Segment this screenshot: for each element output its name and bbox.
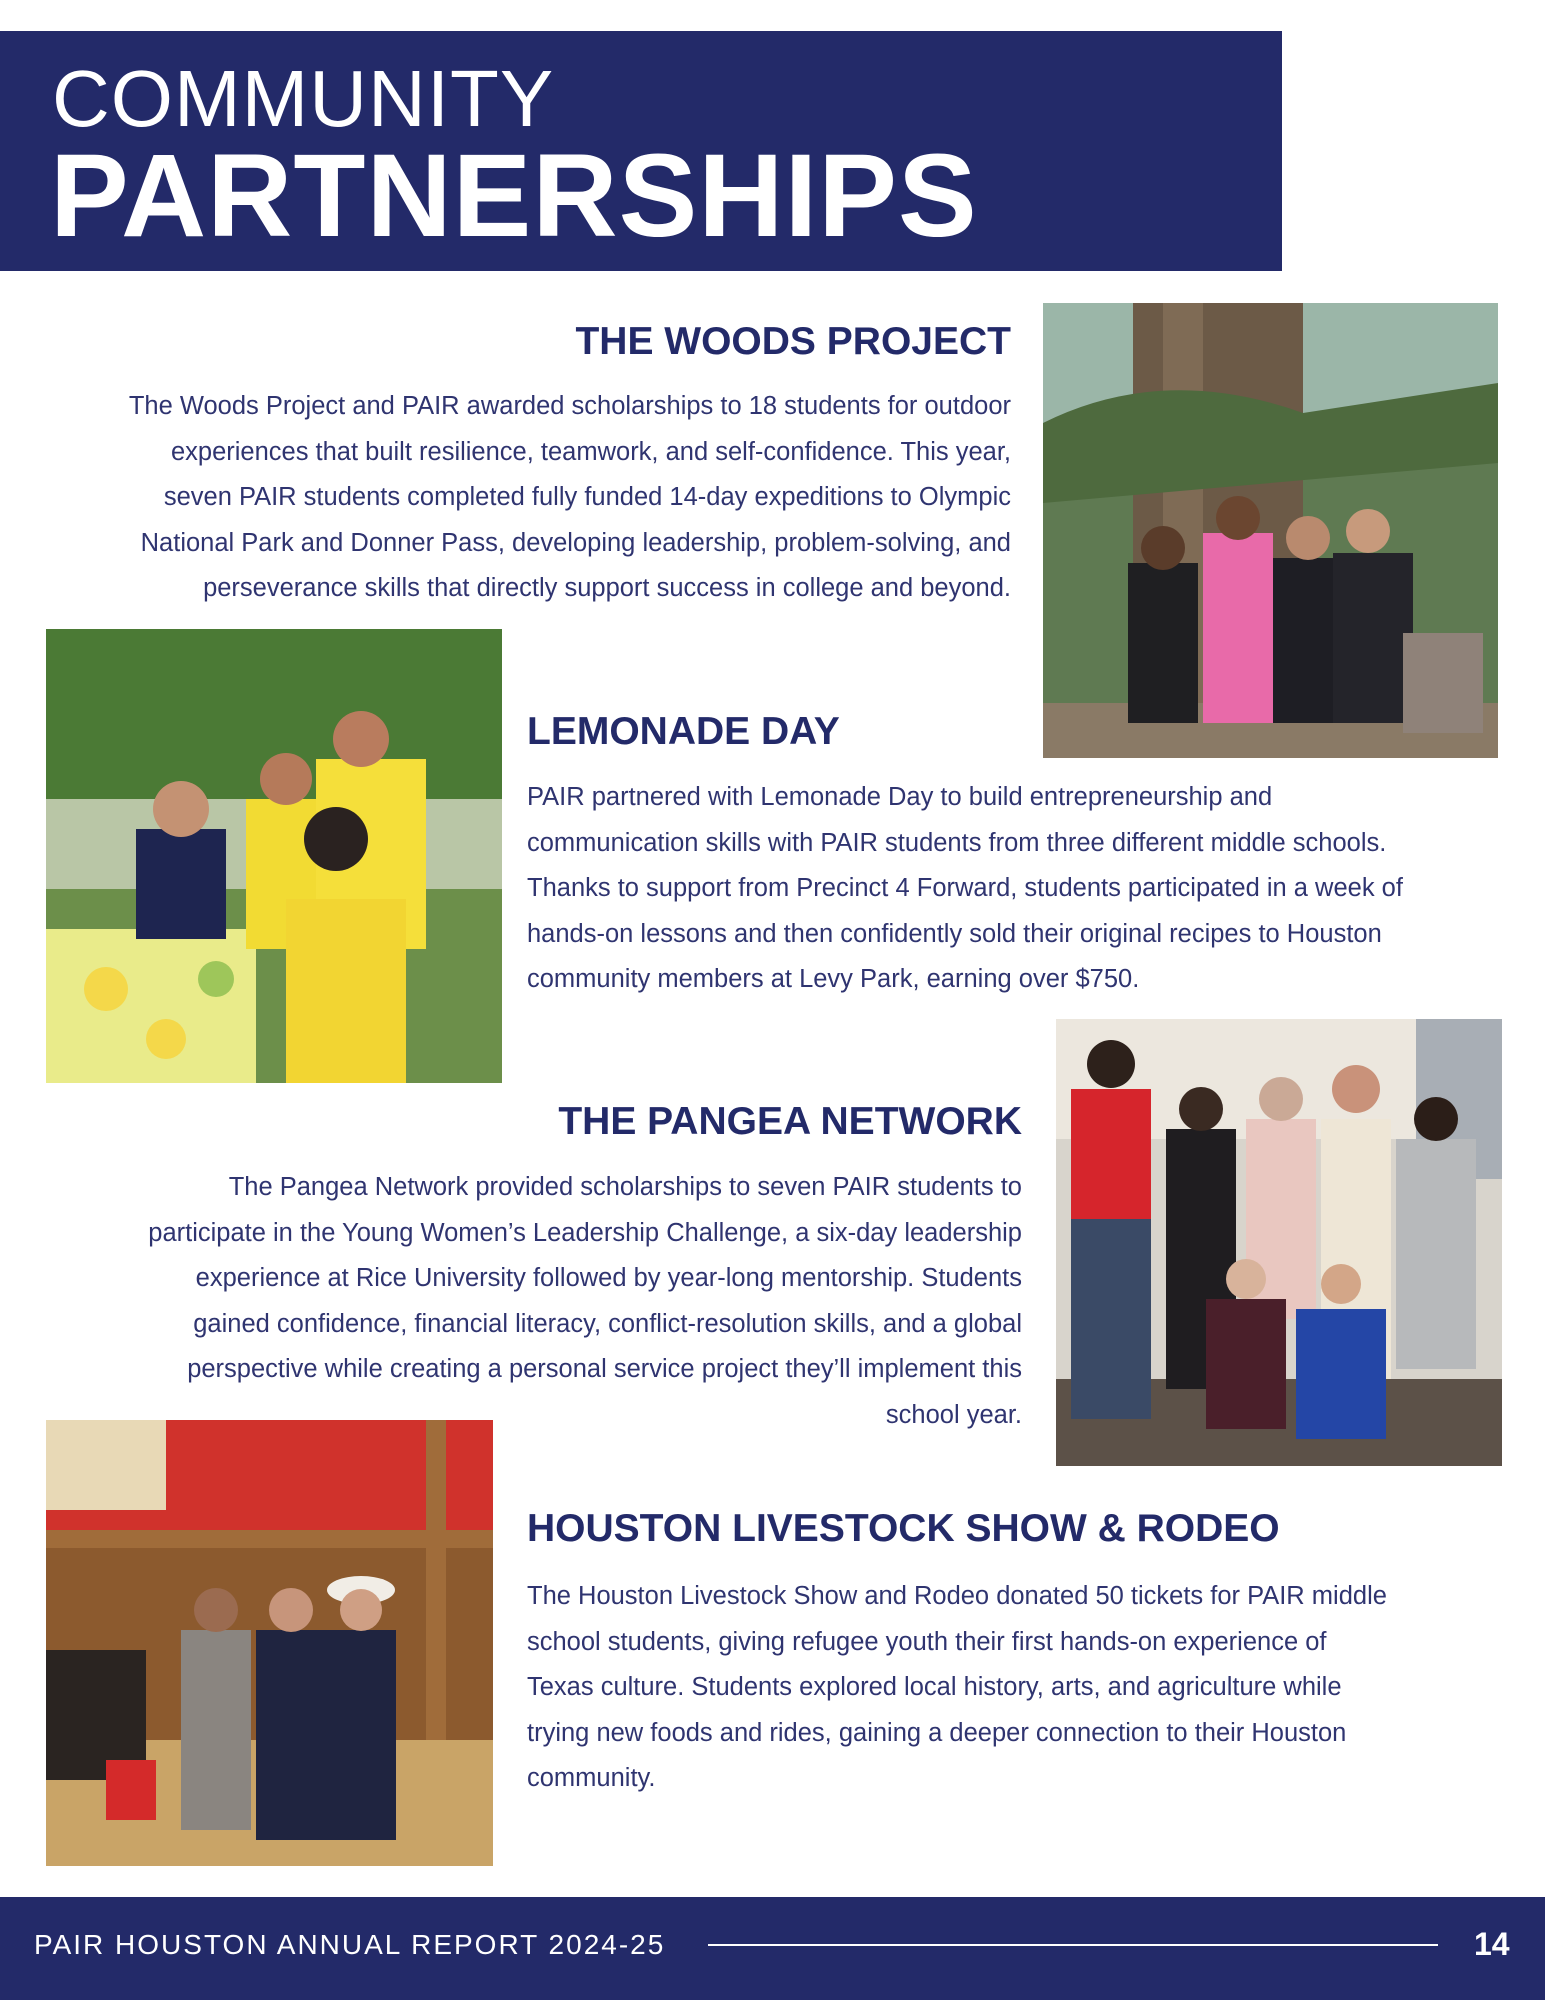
photo-lemonade-day bbox=[46, 629, 502, 1083]
text-line: The Woods Project and PAIR awarded scholarships to 18 students for outdoor bbox=[128, 392, 1011, 420]
text-line: The Houston Livestock Show and Rodeo donated 50 tickets for PAIR middle bbox=[527, 1582, 1387, 1610]
section-body-woods-project bbox=[31, 384, 1011, 612]
section-title-houston-rodeo: HOUSTON LIVESTOCK SHOW & RODEO bbox=[527, 1507, 1280, 1550]
header-subtitle: COMMUNITY bbox=[52, 54, 555, 143]
page-number: 14 bbox=[1474, 1926, 1510, 1962]
section-title-woods-project: THE WOODS PROJECT bbox=[575, 320, 1011, 363]
text-line: communication skills with PAIR students from three different middle schools. bbox=[527, 828, 1387, 857]
text-line: Texas culture. Students explored local history, arts, and agriculture while bbox=[527, 1673, 1342, 1701]
text-line: PAIR partnered with Lemonade Day to build entrepreneurship and bbox=[527, 783, 1273, 811]
photo-pangea-network bbox=[1056, 1019, 1502, 1466]
text-line: experience at Rice University followed by year-long mentorship. Students bbox=[195, 1264, 1022, 1292]
text-line: perspective while creating a personal service project they’ll implement this bbox=[187, 1355, 1022, 1383]
text-line: National Park and Donner Pass, developing leadership, problem-solving, and bbox=[140, 528, 1011, 557]
section-title-pangea-network: THE PANGEA NETWORK bbox=[558, 1100, 1022, 1143]
section-body-houston-rodeo bbox=[527, 1574, 1507, 1802]
text-line: hands-on lessons and then confidently sold their original recipes to Houston bbox=[527, 919, 1382, 948]
text-line: trying new foods and rides, gaining a deeper connection to their Houston bbox=[527, 1718, 1347, 1747]
photo-woods-project bbox=[1043, 303, 1498, 758]
footer-title: PAIR HOUSTON ANNUAL REPORT 2024-25 bbox=[34, 1929, 666, 1960]
text-line: experiences that built resilience, teamwork, and self-confidence. This year, bbox=[170, 437, 1011, 466]
photo-houston-rodeo bbox=[46, 1420, 493, 1866]
text-line: school year. bbox=[885, 1400, 1022, 1429]
section-body-lemonade-day bbox=[527, 775, 1507, 1003]
footer-divider bbox=[708, 1944, 1438, 1946]
text-line: The Pangea Network provided scholarships to seven PAIR students to bbox=[228, 1173, 1022, 1201]
text-line: community. bbox=[527, 1764, 656, 1792]
text-line: Thanks to support from Precinct 4 Forward, students participated in a week of bbox=[527, 874, 1403, 902]
text-line: community members at Levy Park, earning over $750. bbox=[527, 965, 1140, 993]
section-title-lemonade-day: LEMONADE DAY bbox=[527, 710, 840, 753]
text-line: seven PAIR students completed fully funded 14-day expeditions to Olympic bbox=[163, 483, 1011, 511]
section-body-pangea-network bbox=[42, 1165, 1022, 1438]
text-line: gained confidence, financial literacy, conflict-resolution skills, and a global bbox=[193, 1309, 1022, 1338]
header-band bbox=[0, 31, 1282, 271]
page-title: PARTNERSHIPS bbox=[50, 130, 978, 262]
text-line: participate in the Young Women’s Leadership Challenge, a six-day leadership bbox=[148, 1218, 1022, 1247]
text-line: perseverance skills that directly support success in college and beyond. bbox=[203, 574, 1011, 602]
text-line: school students, giving refugee youth their first hands-on experience of bbox=[527, 1627, 1327, 1656]
footer bbox=[0, 1897, 1545, 2000]
